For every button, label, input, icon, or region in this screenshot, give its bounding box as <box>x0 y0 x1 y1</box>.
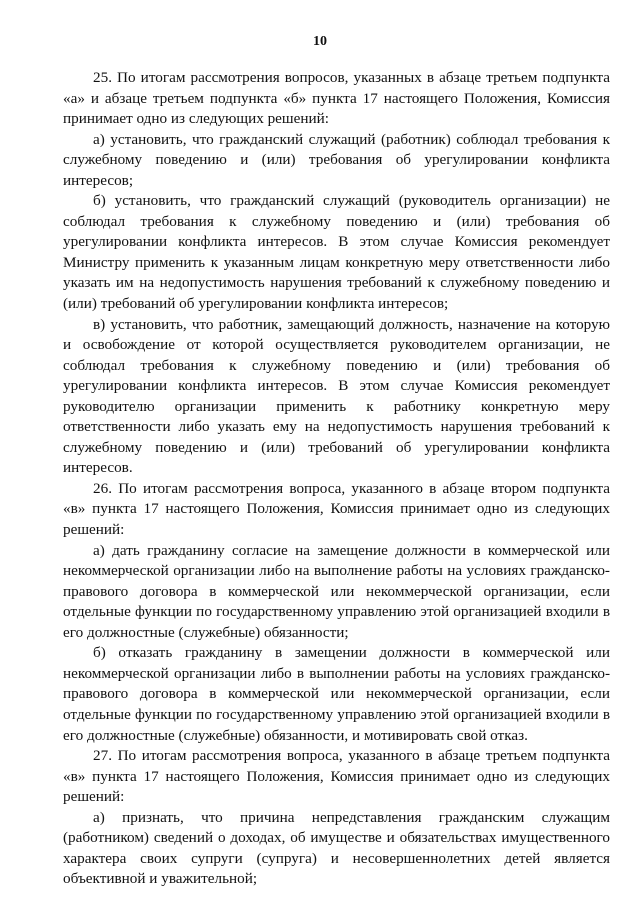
paragraph-25-b: б) установить, что гражданский служащий (руководитель организации) не соблюдал требования к служебному поведению и (или) требования об урегулировании конфликта интересов. В этом случае Комиссия рекомендует Министру применить к указанным лицам конкретную меру ответственности либо указать им на недопустимость нарушения требований к служебному поведению и (или) требований об урегулировании конфликта интересов; <box>63 192 610 313</box>
paragraph-27-a: а) признать, что причина непредставления гражданским служащим (работником) сведений о доходах, об имуществе и обязательствах имущественного характера своих супруги (супруга) и несовершеннолетних детей является объективной и уважительной; <box>63 808 610 888</box>
paragraph-25: 25. По итогам рассмотрения вопросов, указанных в абзаце третьем подпункта «а» и абзаце третьем подпункта «б» пункта 17 настоящего Положения, Комиссия принимает одно из следующих решений: <box>63 69 610 128</box>
page-number: 10 <box>313 34 327 49</box>
paragraph-26-b: б) отказать гражданину в замещении должности в коммерческой или некоммерческой организации либо в выполнении работы на условиях гражданско-правового договора в коммерческой или некоммерческой организации, если отдельные функции по государственному управлению этой организацией входили в его должностные (служебные) обязанности, и мотивировать свой отказ. <box>63 644 610 744</box>
paragraph-26: 26. По итогам рассмотрения вопроса, указанного в абзаце втором подпункта «в» пункта 17 настоящего Положения, Комиссия принимает одно из следующих решений: <box>63 479 610 539</box>
paragraph-27: 27. По итогам рассмотрения вопроса, указанного в абзаце третьем подпункта «в» пункта 17 настоящего Положения, Комиссия принимает одно из следующих решений: <box>63 747 610 806</box>
paragraph-25-a: а) установить, что гражданский служащий (работник) соблюдал требования к служебному поведению и (или) требования об урегулировании конфликта интересов; <box>63 130 610 189</box>
paragraph-26-a: а) дать гражданину согласие на замещение должности в коммерческой или некоммерческой организации либо на выполнение работы на условиях гражданско-правового договора в коммерческой или некоммерческой организации, если отдельные функции по государственному управлению этой организацией входили в его должностные (служебные) обязанности; <box>63 541 610 641</box>
paragraph-25-v: в) установить, что работник, замещающий должность, назначение на которую и освобождение от которой осуществляется руководителем организации, не соблюдал требования к служебному поведению и (или) требования об урегулировании конфликта интересов. В этом случае Комиссия рекомендует руководителю организации применить к работнику конкретную меру ответственности либо указать ему на недопустимость нарушения требований к служебному поведению и (или) требований об урегулировании конфликта интересов. <box>63 315 610 477</box>
document-body <box>63 68 610 890</box>
